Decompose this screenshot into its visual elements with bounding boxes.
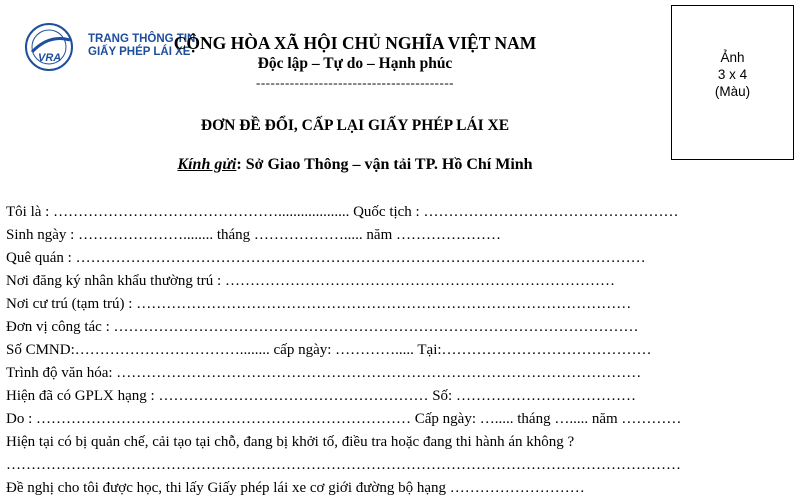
field-hometown: Quê quán : …………………………………………………………………………………………………… <box>6 250 646 266</box>
field-legal-status-answer: ……………………………………………………………………………………………………………………… <box>6 457 681 473</box>
national-title: CỘNG HÒA XÃ HỘI CHỦ NGHĨA VIỆT NAM <box>173 33 537 53</box>
form-title: ĐƠN ĐỀ ĐỔI, CẤP LẠI GIẤY PHÉP LÁI XE <box>200 117 510 134</box>
field-license-class: Hiện đã có GPLX hạng : ……………………………………………… Số: ……………………………… <box>6 388 636 404</box>
photo-size: 3 x 4 <box>717 67 748 82</box>
national-motto: Độc lập – Tự do – Hạnh phúc <box>257 55 453 72</box>
logo-line-1: TRANG THÔNG TIN <box>88 33 196 45</box>
field-id-number: Số CMND:……………………………........ cấp ngày: …………..... Tại:…………………………………… <box>6 342 652 358</box>
field-permanent-residence: Nơi đăng ký nhân khẩu thường trú : …………………………………………………………………… <box>6 273 615 289</box>
photo-note: (Màu) <box>714 84 751 99</box>
field-full-name: Tôi là : ………………………………………................... Quốc tịch : …………………………………………… <box>6 204 679 220</box>
header-separator: ----------------------------------------- <box>256 75 454 90</box>
recipient-value: : Sở Giao Thông – vận tải TP. Hồ Chí Minh <box>236 156 533 173</box>
field-birth-date: Sinh ngày : …………………........ tháng ………………..... năm ………………… <box>6 227 501 243</box>
field-workplace: Đơn vị công tác : …………………………………………………………………………………………… <box>6 319 639 335</box>
field-education: Trình độ văn hóa: …………………………………………………………………………………………… <box>6 365 642 381</box>
logo-line-2: GIẤY PHÉP LÁI XE <box>88 46 191 58</box>
recipient-line <box>0 156 710 174</box>
photo-placeholder <box>671 5 794 160</box>
field-request: Đề nghị cho tôi được học, thi lấy Giấy phép lái xe cơ giới đường bộ hạng ……………………… <box>6 480 585 496</box>
logo-brand: VRA <box>38 52 62 64</box>
recipient-label: Kính gửi <box>177 156 237 173</box>
photo-label: Ảnh <box>720 50 745 65</box>
field-temporary-residence: Nơi cư trú (tạm trú) : ……………………………………………………………………………………… <box>6 296 632 312</box>
field-legal-status-question: Hiện tại có bị quản chế, cải tạo tại chỗ, đang bị khởi tố, điều tra hoặc đang thi hành án không ? <box>6 434 575 450</box>
field-issued-by: Do : ………………………………………………………………… Cấp ngày: …..... tháng …..... năm ………… <box>6 411 682 427</box>
